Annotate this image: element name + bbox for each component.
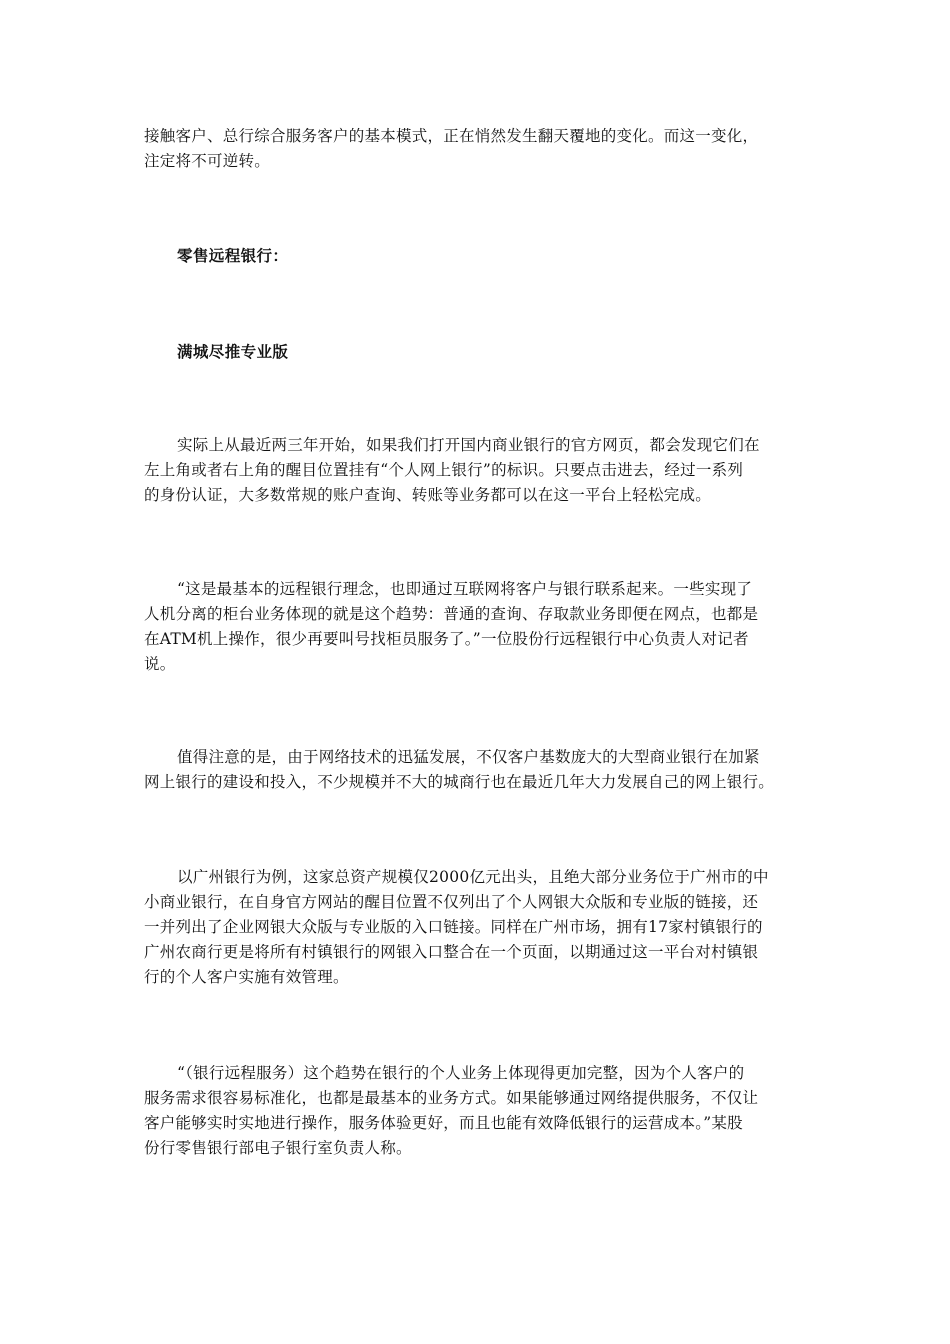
paragraph-line: “这是最基本的远程银行理念，也即通过互联网将客户与银行联系起来。一些实现了	[177, 580, 753, 598]
paragraph-remote-service-trend	[144, 1061, 806, 1161]
paragraph-line: 说。	[144, 655, 176, 673]
paragraph-line: 左上角或者右上角的醒目位置挂有“个人网上银行”的标识。只要点击进去，经过一系列	[144, 461, 744, 479]
paragraph-line: 网上银行的建设和投入，不少规模并不大的城商行也在最近几年大力发展自己的网上银行。	[144, 773, 775, 791]
paragraph-line: 行的个人客户实施有效管理。	[144, 968, 349, 986]
paragraph-line: 小商业银行，在自身官方网站的醒目位置不仅列出了个人网银大众版和专业版的链接，还	[144, 893, 759, 911]
paragraph-line: “（银行远程服务）这个趋势在银行的个人业务上体现得更加完整，因为个人客户的	[177, 1064, 745, 1082]
paragraph-line: 人机分离的柜台业务体现的就是这个趋势：普通的查询、存取款业务即便在网点，也都是	[144, 605, 759, 623]
paragraph-line: 接触客户、总行综合服务客户的基本模式，正在悄然发生翻天覆地的变化。而这一变化，	[144, 127, 759, 145]
paragraph-line: 值得注意的是，由于网络技术的迅猛发展，不仅客户基数庞大的大型商业银行在加紧	[177, 748, 760, 766]
paragraph-line: 广州农商行更是将所有村镇银行的网银入口整合在一个页面，以期通过这一平台对村镇银	[144, 943, 759, 961]
paragraph-line: 实际上从最近两三年开始，如果我们打开国内商业银行的官方网页，都会发现它们在	[177, 436, 760, 454]
paragraph-line: 份行零售银行部电子银行室负责人称。	[144, 1139, 412, 1157]
section-subheading-professional-edition: 满城尽推专业版	[177, 343, 289, 361]
intro-paragraph	[144, 124, 806, 174]
paragraph-line: 服务需求很容易标准化，也都是最基本的业务方式。如果能够通过网络提供服务，不仅让	[144, 1089, 759, 1107]
paragraph-remote-banking-concept	[144, 577, 806, 677]
paragraph-online-banking-logo	[144, 433, 806, 508]
paragraph-line: 客户能够实时实地进行操作，服务体验更好，而且也能有效降低银行的运营成本。”某股	[144, 1114, 743, 1132]
section-heading-retail-remote-banking: 零售远程银行：	[177, 247, 289, 265]
paragraph-line: 以广州银行为例，这家总资产规模仅2000亿元出头，且绝大部分业务位于广州市的中	[177, 868, 769, 886]
paragraph-line: 注定将不可逆转。	[144, 152, 271, 170]
paragraph-line: 的身份认证，大多数常规的账户查询、转账等业务都可以在这一平台上轻松完成。	[144, 486, 712, 504]
paragraph-guangzhou-bank-example	[144, 865, 806, 990]
paragraph-line: 在ATM机上操作，很少再要叫号找柜员服务了。”一位股份行远程银行中心负责人对记者	[144, 630, 749, 648]
paragraph-city-banks	[144, 745, 806, 795]
paragraph-line: 一并列出了企业网银大众版与专业版的入口链接。同样在广州市场，拥有17家村镇银行的	[144, 918, 763, 936]
